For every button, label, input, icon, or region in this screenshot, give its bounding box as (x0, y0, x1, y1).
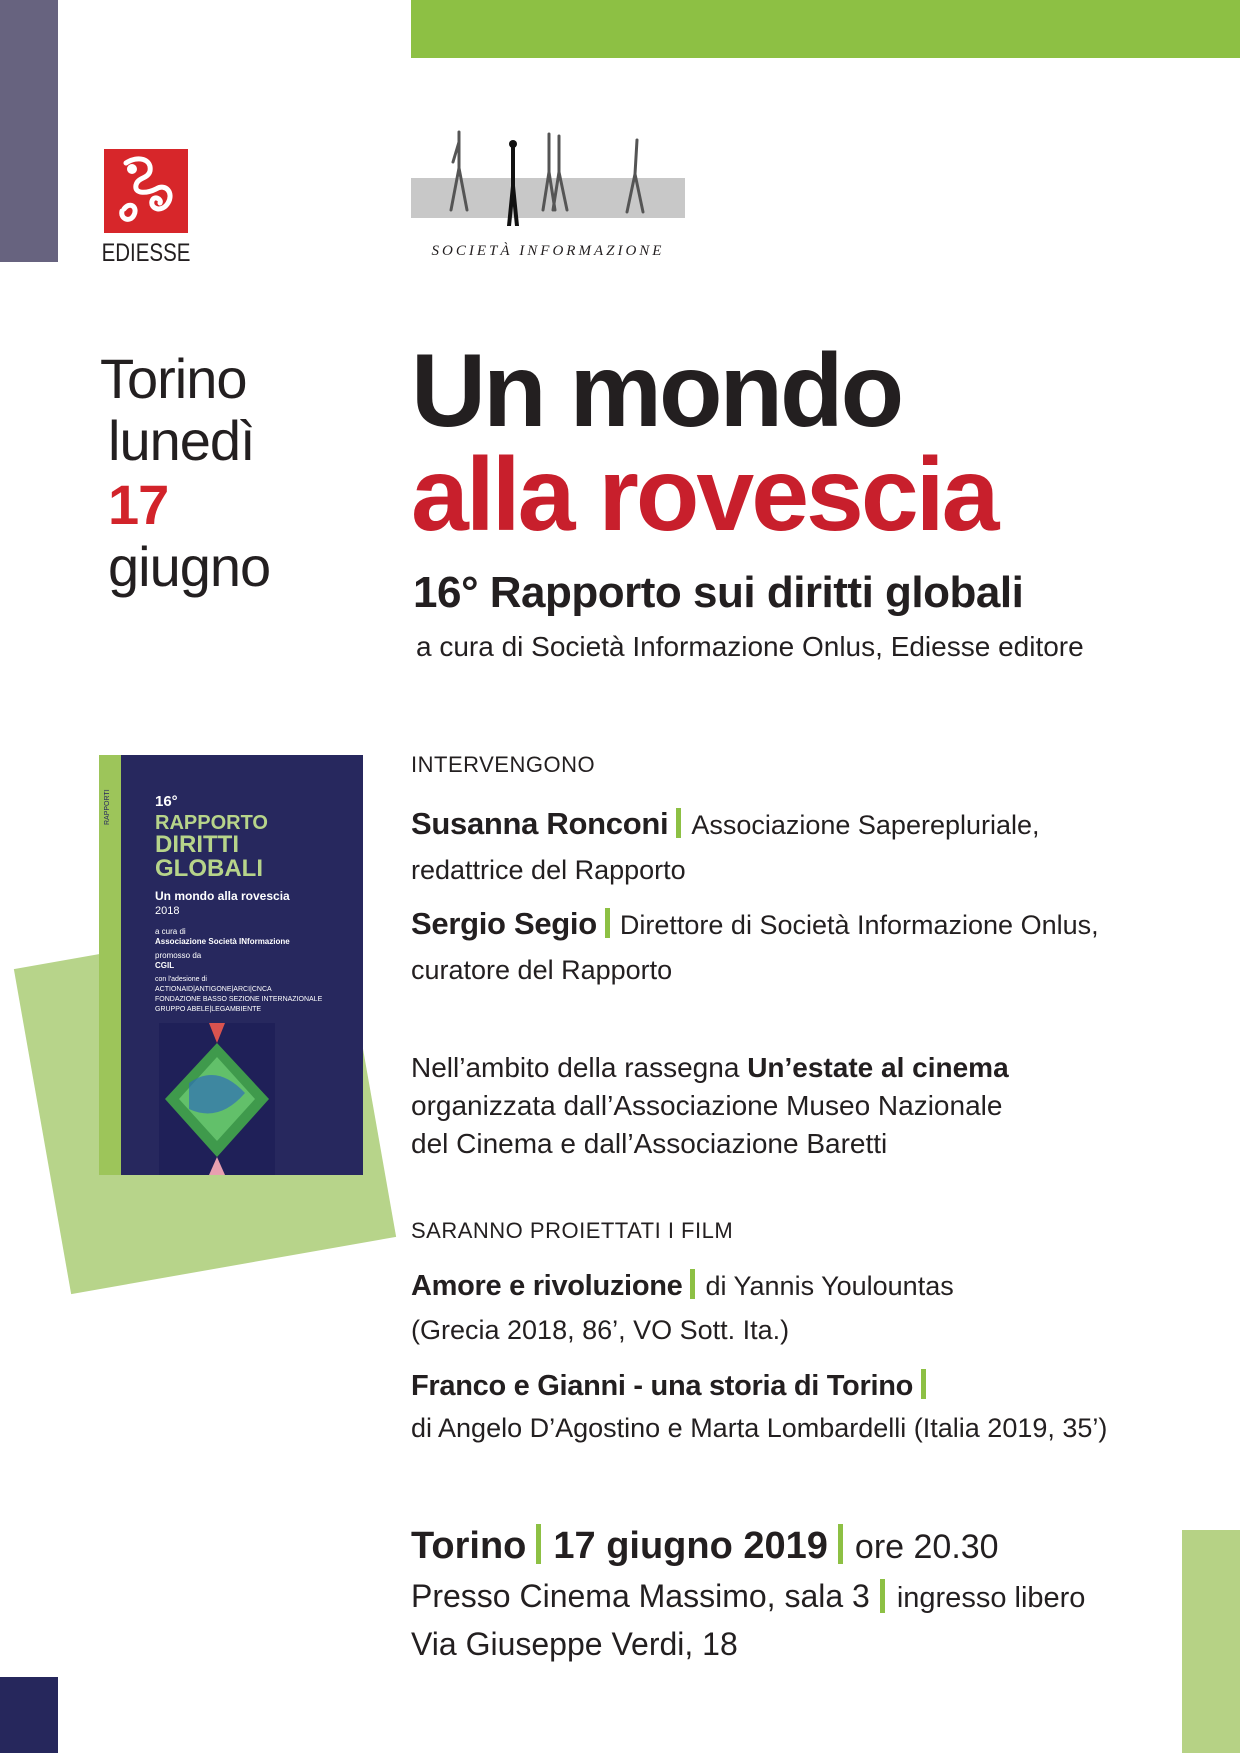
ediesse-name: EDIESSE (101, 239, 191, 267)
event-venue: Presso Cinema Massimo, sala 3 (411, 1578, 870, 1614)
context-event: Un’estate al cinema (747, 1052, 1009, 1083)
book-spine-label: RAPPORTI (104, 789, 111, 825)
event-time: ore 20.30 (854, 1528, 999, 1566)
separator (536, 1524, 541, 1564)
film-2-line (411, 1366, 936, 1406)
left-top-bar (0, 0, 58, 262)
speakers-label: INTERVENGONO (411, 752, 596, 777)
film-2-details: di Angelo D’Agostino e Marta Lombardelli (Italia 2019, 35’) (411, 1413, 1108, 1443)
speaker-1-role-2: redattrice del Rapporto (411, 855, 686, 885)
date-month: giugno (108, 535, 271, 598)
context-prefix: Nell’ambito della rassegna (411, 1052, 748, 1083)
separator (676, 808, 681, 838)
speaker-1-name: Susanna Ronconi (411, 806, 669, 841)
book-adhesion-3: GRUPPO ABELE|LEGAMBIENTE (155, 1006, 262, 1013)
date-city: Torino (100, 347, 247, 410)
right-green-bar (1182, 1530, 1240, 1753)
book-promoted-label: promosso da (155, 951, 202, 960)
event-city: Torino (411, 1525, 527, 1567)
separator (921, 1369, 926, 1399)
top-green-bar (411, 0, 1240, 58)
subtitle: 16° Rapporto sui diritti globali (413, 568, 1024, 617)
speaker-1-role: Associazione Saperepluriale, (691, 810, 1040, 840)
speaker-2-line (411, 904, 1099, 945)
speaker-2-role: Direttore di Società Informazione Onlus, (619, 910, 1099, 940)
speaker-1-line (411, 804, 1040, 845)
book-cover-illustration-icon (159, 1023, 275, 1175)
separator (838, 1524, 843, 1564)
book-curated-label: a cura di (155, 927, 186, 936)
speaker-2-role-2: curatore del Rapporto (411, 955, 673, 985)
context-line-3: del Cinema e dall’Associazione Baretti (411, 1128, 888, 1159)
separator (690, 1269, 695, 1299)
context-line-2: organizzata dall’Associazione Museo Nazionale (411, 1090, 1003, 1121)
title-line-2: alla rovescia (411, 437, 997, 553)
book-adhesion-2: FONDAZIONE BASSO SEZIONE INTERNAZIONALE (155, 996, 323, 1003)
book-title-line-3: GLOBALI (155, 855, 263, 882)
book-year: 2018 (155, 905, 180, 917)
film-1-line (411, 1266, 954, 1306)
book-adhesion-label: con l'adesione di (155, 976, 207, 983)
speaker-2-name: Sergio Segio (411, 906, 597, 941)
film-2-title: Franco e Gianni - una storia di Torino (411, 1370, 914, 1402)
societa-informazione-name: SOCIETÀ INFORMAZIONE (431, 243, 665, 259)
book-adhesion-1: ACTIONAID|ANTIGONE|ARCI|CNCA (155, 986, 272, 993)
event-address: Via Giuseppe Verdi, 18 (411, 1626, 738, 1662)
event-line-2 (411, 1572, 1085, 1622)
title-line-1: Un mondo (411, 333, 902, 449)
event-entry: ingresso libero (896, 1582, 1086, 1614)
ediesse-logo-icon (104, 149, 188, 233)
left-bottom-bar (0, 1677, 58, 1753)
book-title-line-2: DIRITTI (155, 831, 239, 858)
date-day: 17 (108, 473, 169, 536)
book-edition: 16° (155, 793, 178, 810)
film-1-director: di Yannis Youlountas (705, 1271, 954, 1301)
films-label: SARANNO PROIETTATI I FILM (411, 1218, 734, 1243)
film-1-details: (Grecia 2018, 86’, VO Sott. Ita.) (411, 1315, 790, 1345)
curated-by: a cura di Società Informazione Onlus, Ediesse editore (416, 631, 1084, 662)
context-line-1 (411, 1048, 1009, 1088)
separator (880, 1579, 885, 1613)
event-date: 17 giugno 2019 (553, 1525, 828, 1567)
film-1-title: Amore e rivoluzione (411, 1270, 683, 1302)
book-cover (99, 755, 363, 1175)
societa-informazione-logo-icon (411, 128, 685, 226)
book-subtitle: Un mondo alla rovescia (155, 889, 290, 903)
separator (605, 908, 610, 938)
date-weekday: lunedì (108, 409, 255, 472)
event-line-1 (411, 1522, 999, 1571)
book-curated-by: Associazione Società INformazione (155, 937, 290, 946)
book-promoted-by: CGIL (155, 961, 175, 970)
book-title-line-1: RAPPORTO (155, 812, 268, 834)
